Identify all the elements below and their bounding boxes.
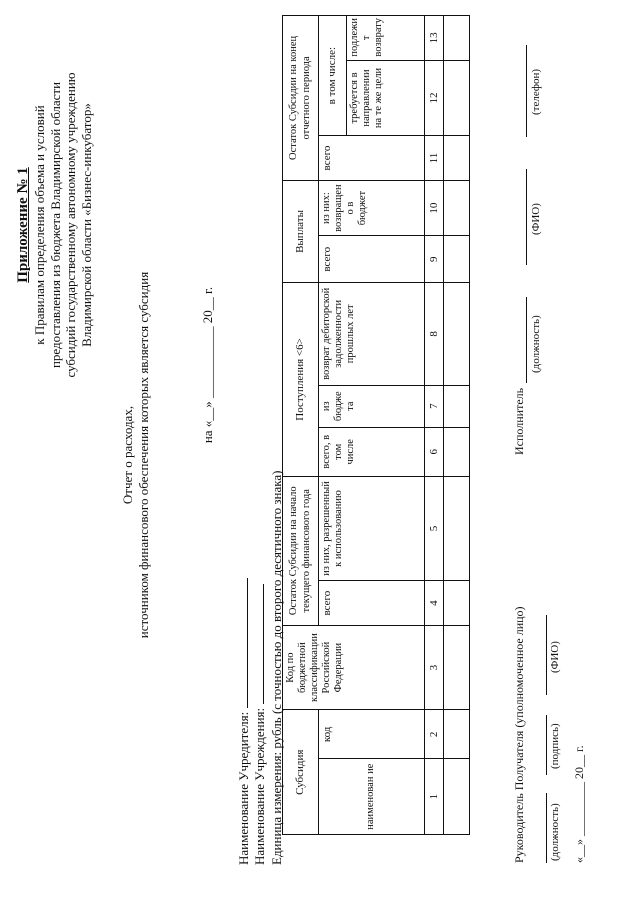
start-total-header: всего xyxy=(319,581,425,626)
col-number: 9 xyxy=(425,236,444,283)
data-cell[interactable] xyxy=(444,710,470,759)
head-date: «__» _________ 20__ г. xyxy=(572,745,586,863)
col-number: 2 xyxy=(425,710,444,759)
head-signature-caption: (подпись) xyxy=(549,723,561,769)
head-signature-line[interactable] xyxy=(546,715,547,775)
executor-fio-caption: (ФИО) xyxy=(530,203,542,235)
start-balance-header: Остаток Субсидии на начало текущего финансового года xyxy=(283,476,319,625)
col-number: 5 xyxy=(425,476,444,581)
report-title-line1: Отчет о расходах, xyxy=(120,405,135,505)
report-table xyxy=(282,15,470,835)
data-cell[interactable] xyxy=(444,180,470,236)
head-position-line[interactable] xyxy=(546,793,547,863)
appendix-line: субсидий государственному автономному учреждению xyxy=(63,72,79,378)
from-budget-header: из бюдже та xyxy=(319,385,425,427)
executor-position-caption: (должность) xyxy=(530,315,542,373)
head-fio-line[interactable] xyxy=(546,615,547,695)
founder-label: Наименование Учредителя: xyxy=(236,711,251,865)
appendix-line: к Правилам определения объема и условий xyxy=(32,105,47,345)
data-cell[interactable] xyxy=(444,759,470,835)
col-number: 12 xyxy=(425,60,444,136)
returned-header: из них: возвращен о в бюджет xyxy=(319,180,425,236)
report-date: на «__» ___________ 20__ г. xyxy=(200,286,215,444)
executor-phone-caption: (телефон) xyxy=(530,68,542,115)
receipts-header: Поступления <6> xyxy=(283,283,319,477)
receipts-total-header: всего, в том числе xyxy=(319,427,425,476)
bk-code-header: Код по бюджетной классификации Российской Федерации xyxy=(283,625,425,710)
executor-phone-line[interactable] xyxy=(526,45,527,137)
appendix-title: Приложение № 1 xyxy=(15,167,31,283)
data-cell[interactable] xyxy=(444,581,470,626)
col-number: 6 xyxy=(425,427,444,476)
col-number: 7 xyxy=(425,385,444,427)
appendix-line: Владимирской области «Бизнес-инкубатор» xyxy=(78,103,94,347)
allowed-header: из них, разрешенный к использованию xyxy=(319,476,425,581)
payments-total-header: всего xyxy=(319,236,425,283)
executor-label: Исполнитель xyxy=(512,387,526,455)
code-header: код xyxy=(319,710,425,759)
name-header: наименован ие xyxy=(319,759,425,835)
founder-field[interactable] xyxy=(247,578,248,708)
col-number: 4 xyxy=(425,581,444,626)
subsidy-header: Субсидия xyxy=(283,710,319,835)
unit-label: Единица измерения: рубль (с точностью до второго десятичного знака) xyxy=(268,470,284,865)
report-title-line2: источником финансового обеспечения которых является субсидия xyxy=(136,271,152,639)
head-label: Руководитель Получателя (уполномоченное лицо) xyxy=(512,606,526,863)
end-total-header: всего xyxy=(319,136,425,181)
appendix-block xyxy=(14,15,94,435)
data-cell[interactable] xyxy=(444,625,470,710)
data-cell[interactable] xyxy=(444,476,470,581)
end-balance-header: Остаток Субсидии на конец отчетного периода xyxy=(283,16,319,181)
data-cell[interactable] xyxy=(444,283,470,385)
header-fields xyxy=(236,470,285,865)
return-debt-header: возврат дебиторской задолженности прошлых лет xyxy=(319,283,425,385)
payments-header: Выплаты xyxy=(283,180,319,282)
institution-label: Наименование Учреждения: xyxy=(252,707,268,865)
col-number: 10 xyxy=(425,180,444,236)
data-cell[interactable] xyxy=(444,16,470,61)
incl-header: в том числе: xyxy=(319,16,347,136)
executor-position-line[interactable] xyxy=(526,297,527,383)
data-cell[interactable] xyxy=(444,385,470,427)
col-number: 8 xyxy=(425,283,444,385)
col-number: 13 xyxy=(425,16,444,61)
col-number: 11 xyxy=(425,136,444,181)
report-title xyxy=(120,175,153,735)
data-cell[interactable] xyxy=(444,427,470,476)
data-cell[interactable] xyxy=(444,60,470,136)
needed-header: требуется в направлении на те же цели xyxy=(347,60,425,136)
appendix-line: предоставления из бюджета Владимирской области xyxy=(47,81,63,369)
head-fio-caption: (ФИО) xyxy=(549,641,561,673)
col-number: 1 xyxy=(425,759,444,835)
col-number: 3 xyxy=(425,625,444,710)
institution-field[interactable] xyxy=(263,584,264,704)
executor-fio-line[interactable] xyxy=(526,169,527,265)
data-cell[interactable] xyxy=(444,136,470,181)
data-cell[interactable] xyxy=(444,236,470,283)
to-return-header: подлежи т возврату xyxy=(347,16,425,61)
head-position-caption: (должность) xyxy=(549,803,561,861)
